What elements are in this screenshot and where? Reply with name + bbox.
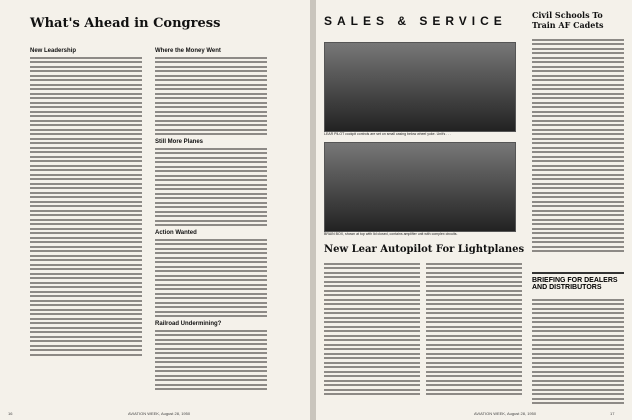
section-heading: New Leadership: [30, 48, 77, 54]
footer-text: AVIATION WEEK, August 28, 1950: [128, 411, 191, 416]
right-column: [155, 44, 267, 389]
article-column-1: [324, 260, 420, 398]
left-column: [30, 44, 142, 389]
section-heading: Action Wanted: [155, 230, 197, 236]
section-heading: Where the Money Went: [155, 48, 221, 54]
section-heading: Railroad Undermining?: [155, 321, 222, 327]
side-article-body: [532, 36, 624, 255]
right-page: [316, 0, 632, 420]
section-heading: Still More Planes: [155, 139, 204, 145]
brain-box-photo: [324, 142, 516, 232]
page-number: 16: [8, 411, 13, 416]
photo-caption: BRAIN BOX, shown at top with lid closed, contains amplifier unit with complex circuits.: [324, 232, 458, 236]
section-title: SALES & SERVICE: [324, 14, 507, 28]
page-title: What's Ahead in Congress: [30, 16, 221, 31]
article-column-2: [426, 260, 522, 398]
footer-text: AVIATION WEEK, August 28, 1950: [474, 411, 537, 416]
briefing-box-body: [532, 296, 624, 407]
side-article-title: Civil Schools To Train AF Cadets: [532, 10, 604, 30]
page-number: 17: [610, 411, 615, 416]
article-headline: New Lear Autopilot For Lightplanes: [324, 244, 525, 255]
photo-caption: LEAR PILOT cockpit controls are set on small casing below wheel yoke. Unit's . . .: [324, 132, 452, 136]
cockpit-photo: [324, 42, 516, 132]
briefing-box-title: BRIEFING FOR DEALERS AND DISTRIBUTORS: [532, 272, 624, 291]
left-page: [0, 0, 310, 420]
